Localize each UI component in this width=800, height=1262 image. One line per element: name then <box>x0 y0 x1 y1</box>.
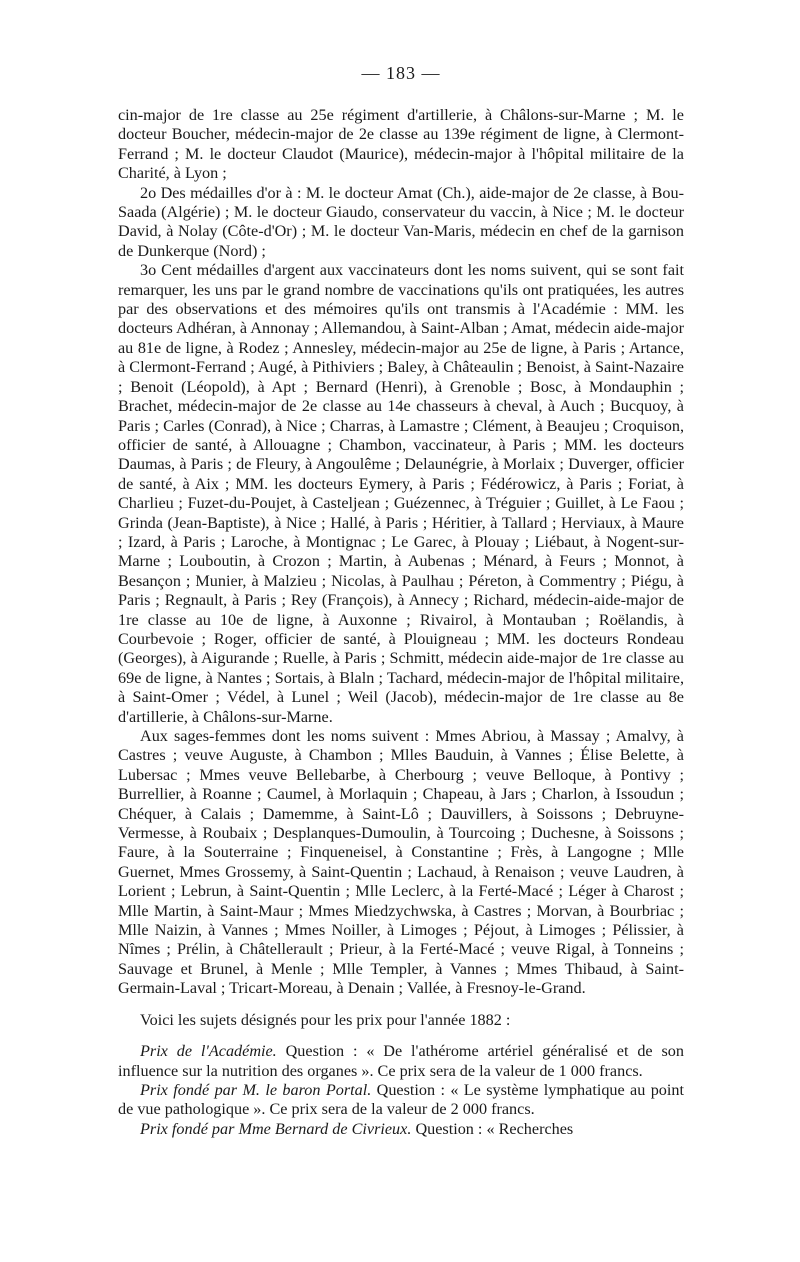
prize-academie <box>118 1042 684 1081</box>
paragraph-gold-medals: 2o Des médailles d'or à : M. le docteur Amat (Ch.), aide-major de 2e classe, à Bou-Saada (Algérie) ; M. le docteur Giaudo, conservateur du vaccin, à Nice ; M. le docteur David, à Nolay (Côte-d'Or) ; M. le docteur Van-Maris, médecin en chef de la garnison de Dunkerque (Nord) ; <box>118 183 684 260</box>
prize-civrieux <box>118 1120 684 1139</box>
paragraph-silver-medals: 3o Cent médailles d'argent aux vaccinateurs dont les noms suivent, qui se sont fait remarquer, les uns par le grand nombre de vaccinations qu'ils ont pratiquées, les autres par des observations et des mémoires qu'ils ont transmis à l'Académie : MM. les docteurs Adhéran, à Annonay ; Allemandou, à Saint-Alban ; Amat, médecin aide-major au 81e de ligne, à Rodez ; Annesley, médecin-major au 25e de ligne, à Paris ; Artance, à Clermont-Ferrand ; Augé, à Pithiviers ; Baley, à Châteaulin ; Benoist, à Saint-Nazaire ; Benoit (Léopold), à Apt ; Bernard (Henri), à Grenoble ; Bosc, à Mondauphin ; Brachet, médecin-major de 2e classe au 14e chasseurs à cheval, à Auch ; Bucquoy, à Paris ; Carles (Conrad), à Nice ; Charras, à Lamastre ; Clément, à Beaujeu ; Croquison, officier de santé, à Allouagne ; Chambon, vaccinateur, à Paris ; MM. les docteurs Daumas, à Paris ; de Fleury, à Angoulême ; Delaunégrie, à Morlaix ; Duverger, officier de santé, à Aix ; MM. les docteurs Eymery, à Paris ; Fédérowicz, à Paris ; Foriat, à Charlieu ; Fuzet-du-Poujet, à Casteljean ; Guézennec, à Tréguier ; Guillet, à Le Faou ; Grinda (Jean-Baptiste), à Nice ; Hallé, à Paris ; Héritier, à Tallard ; Herviaux, à Maure ; Izard, à Paris ; Laroche, à Montignac ; Le Garec, à Plouay ; Liébaut, à Nogent-sur-Marne ; Louboutin, à Crozon ; Martin, à Aubenas ; Ménard, à Feurs ; Monnot, à Besançon ; Munier, à Malzieu ; Nicolas, à Paulhau ; Péreton, à Commentry ; Piégu, à Paris ; Regnault, à Paris ; Rey (François), à Annecy ; Richard, médecin-aide-major de 1re classe au 10e de ligne, à Auxonne ; Rivairol, à Montauban ; Roëlandis, à Courbevoie ; Roger, officier de santé, à Plouigneau ; MM. les docteurs Rondeau (Georges), à Aigurande ; Ruelle, à Paris ; Schmitt, médecin aide-major de 1re classe au 69e de ligne, à Nantes ; Sortais, à Blaln ; Tachard, médecin-major de l'hôpital militaire, à Saint-Omer ; Védel, à Lunel ; Weil (Jacob), médecin-major de 1re classe au 8e d'artillerie, à Châlons-sur-Marne. <box>118 261 684 726</box>
prize-portal <box>118 1081 684 1120</box>
paragraph-midwives: Aux sages-femmes dont les noms suivent : Mmes Abriou, à Massay ; Amalvy, à Castres ; veuve Auguste, à Chambon ; Mlles Bauduin, à Vannes ; Élise Belette, à Lubersac ; Mmes veuve Bellebarbe, à Cherbourg ; veuve Belloque, à Pontivy ; Burrellier, à Roanne ; Caumel, à Morlaquin ; Chapeau, à Jars ; Charlon, à Issoudun ; Chéquer, à Calais ; Damemme, à Saint-Lô ; Dauvillers, à Soissons ; Debruyne-Vermesse, à Roubaix ; Desplanques-Dumoulin, à Tourcoing ; Duchesne, à Soissons ; Faure, à la Souterraine ; Finqueneisel, à Constantine ; Frès, à Langogne ; Mlle Guernet, Mmes Grossemy, à Saint-Quentin ; Lachaud, à Renaison ; veuve Laudren, à Lorient ; Lebrun, à Saint-Quentin ; Mlle Leclerc, à la Ferté-Macé ; Léger à Charost ; Mlle Martin, à Saint-Maur ; Mmes Miedzychwska, à Castres ; Morvan, à Bourbriac ; Mlle Naizin, à Vannes ; Mmes Noiller, à Limoges ; Péjout, à Limoges ; Pélissier, à Nîmes ; Prélin, à Châtellerault ; Prieur, à la Ferté-Macé ; veuve Rigal, à Tonneins ; Sauvage et Brunel, à Menle ; Mlle Templer, à Vannes ; Mmes Thibaud, à Saint-Germain-Laval ; Tricart-Moreau, à Denain ; Vallée, à Fresnoy-le-Grand. <box>118 727 684 998</box>
body-text <box>118 106 684 1139</box>
page-number: — 183 — <box>361 63 441 83</box>
prize-text: Question : « Recherches <box>411 1119 574 1138</box>
document-page <box>118 63 684 1139</box>
prize-text: Question : « De l'athérome artériel généralisé et de son influence sur la nutrition des organes ». Ce prix sera de la valeur de 1 000 francs. <box>118 1042 684 1080</box>
prize-title: Prix fondé par Mme Bernard de Civrieux. <box>140 1119 412 1138</box>
prize-title: Prix de l'Académie. <box>140 1042 277 1061</box>
prize-title: Prix fondé par M. le baron Portal. <box>140 1080 372 1099</box>
prizes-intro: Voici les sujets désignés pour les prix pour l'année 1882 : <box>140 1010 511 1029</box>
prize-text: Question : « Le système lymphatique au point de vue pathologique ». Ce prix sera de la valeur de 2 000 francs. <box>118 1080 684 1119</box>
paragraph-continuation: cin-major de 1re classe au 25e régiment d'artillerie, à Châlons-sur-Marne ; M. le docteur Boucher, médecin-major de 2e classe au 139e régiment de ligne, à Clermont-Ferrand ; M. le docteur Claudot (Maurice), médecin-major à l'hôpital militaire de la Charité, à Lyon ; <box>118 106 684 183</box>
